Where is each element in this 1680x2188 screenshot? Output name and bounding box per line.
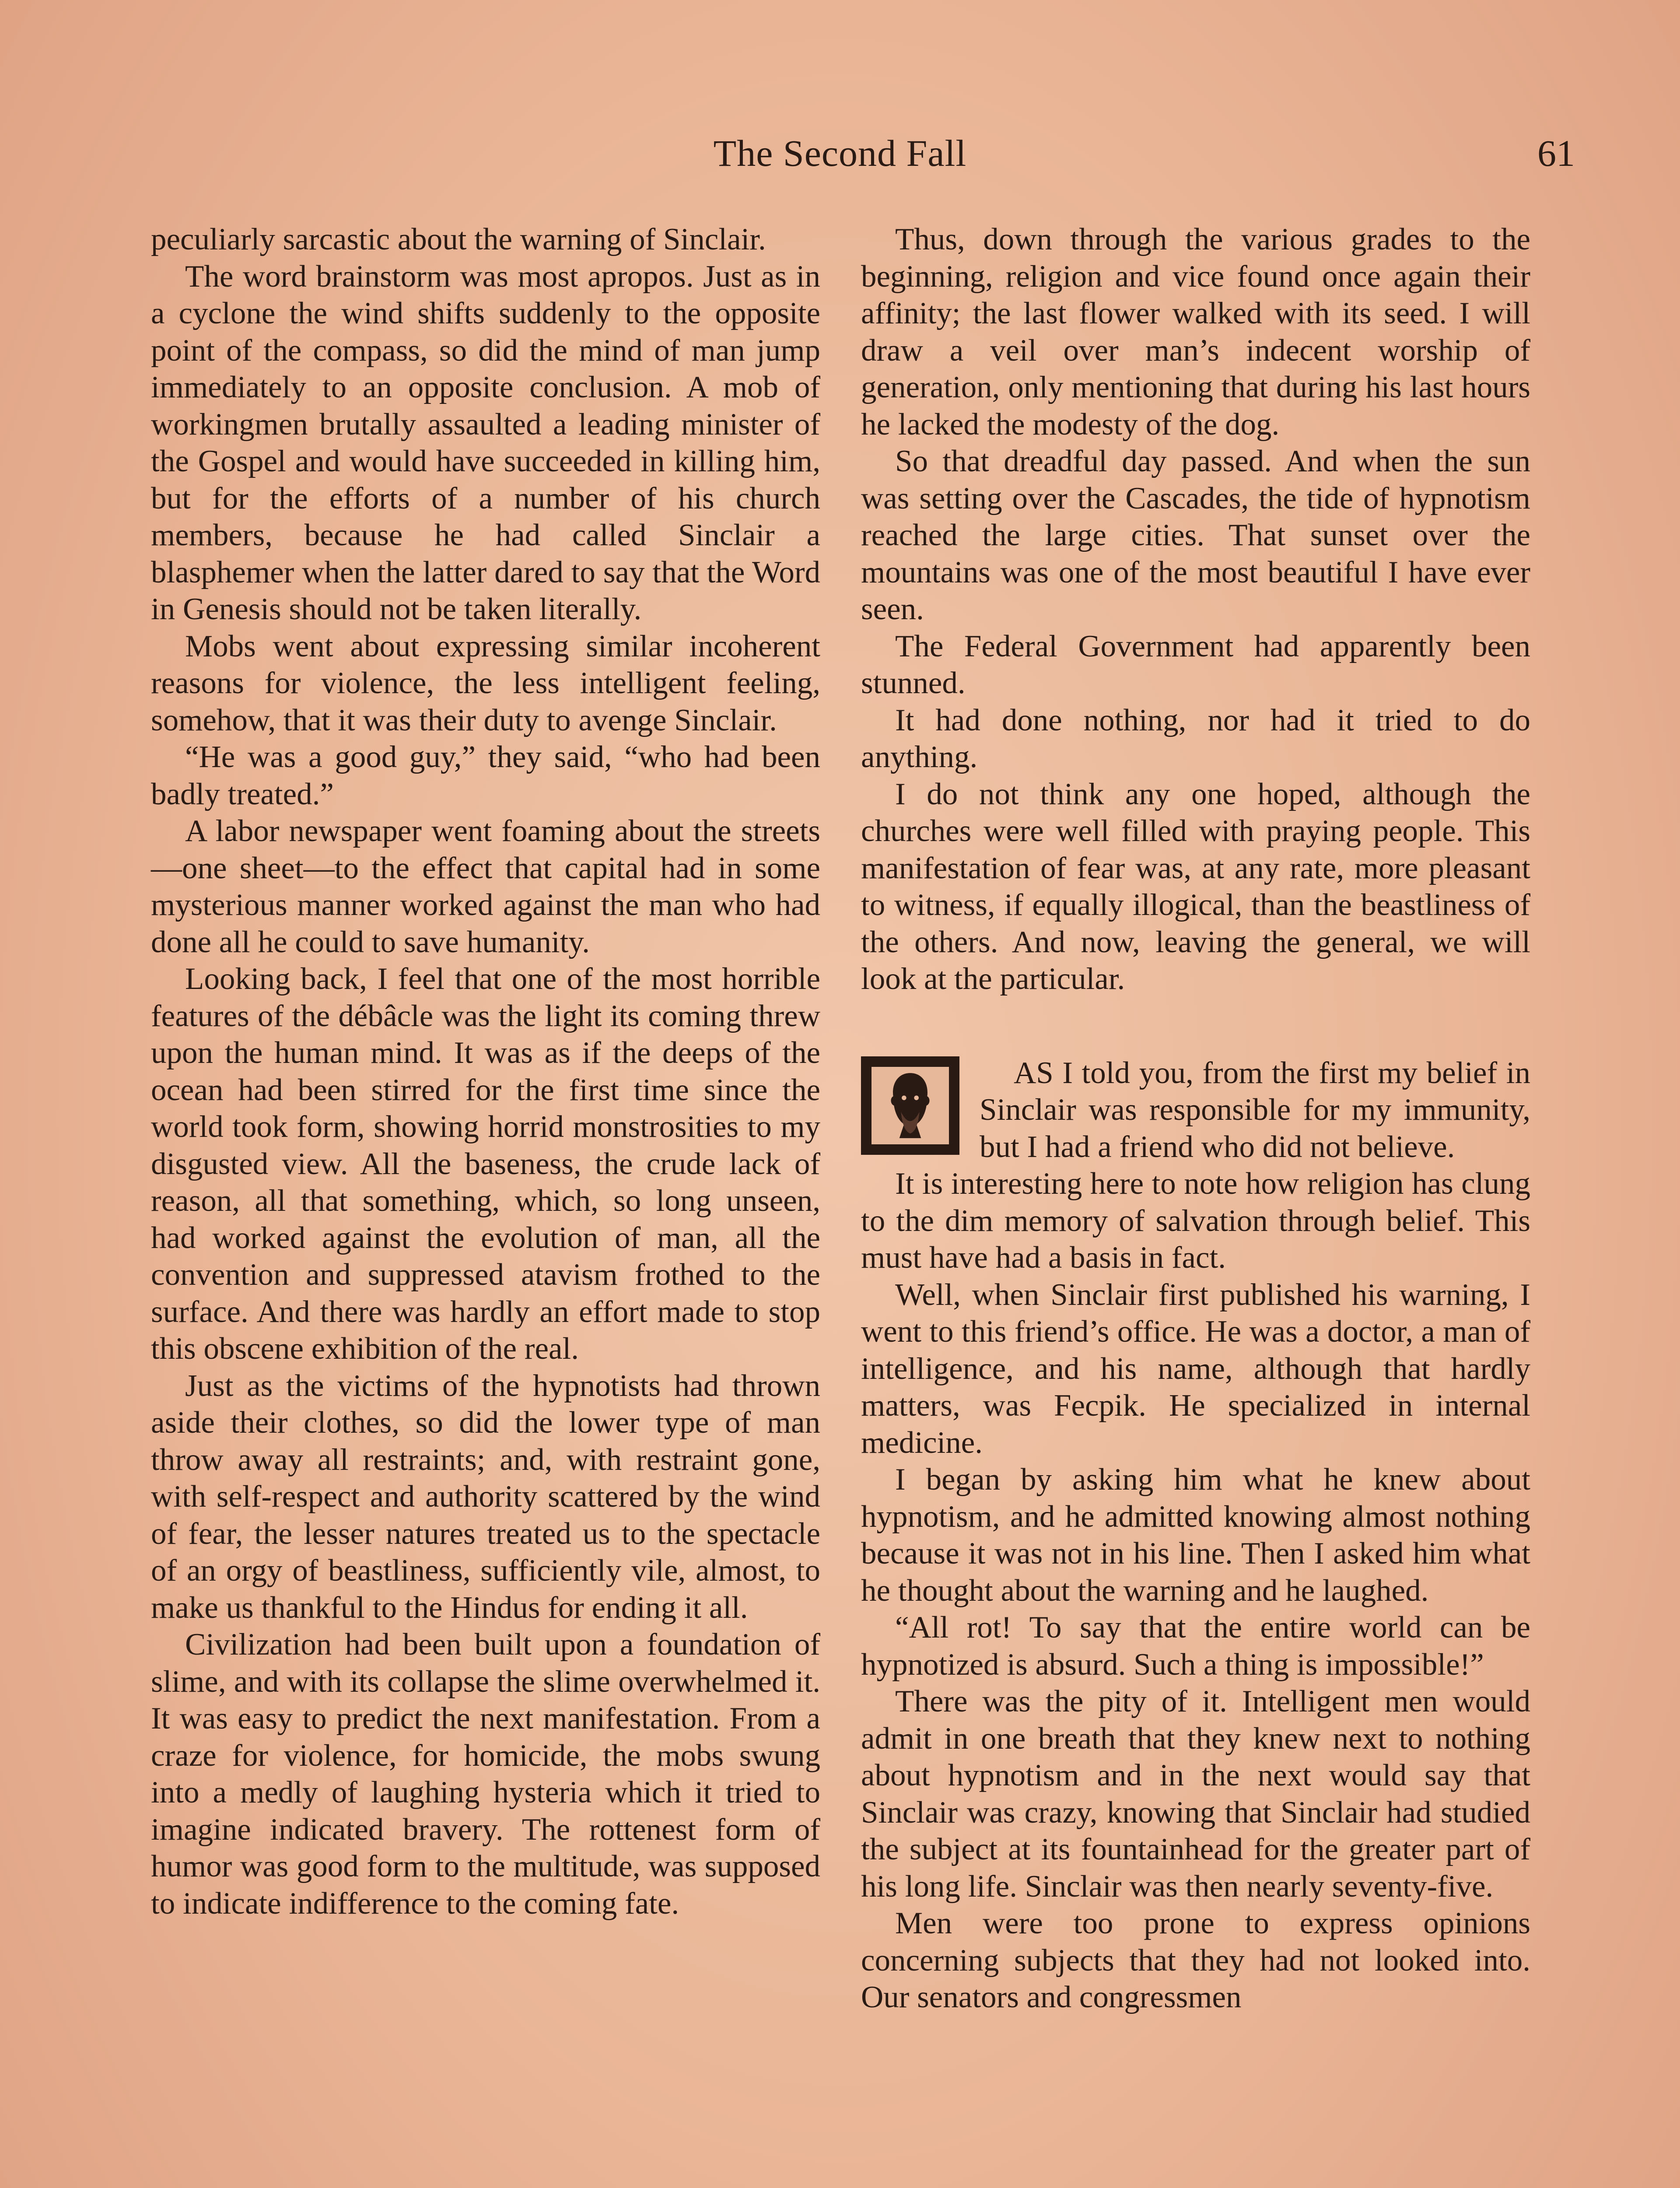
bearded-man-portrait-icon: [861, 1056, 959, 1155]
paragraph: peculiarly sarcastic about the warning of Sinclair.: [151, 222, 766, 256]
paragraph: So that dreadful day passed. And when the sun was setting over the Cascades, the tide of hypnotism reached the large cities. That sunset over the mountains was one of the most beautiful I have ever seen.: [861, 444, 1530, 626]
paragraph: It had done nothing, nor had it tried to do anything.: [861, 703, 1530, 774]
paragraph: Mobs went about expressing similar incoherent reasons for violence, the less intelligent feeling, somehow, that it was their duty to avenge Sinclair.: [151, 629, 820, 737]
paragraph: I do not think any one hoped, although the churches were well filled with praying people. This manifestation of fear was, at any rate, more pleasant to witness, if equally illogical, than the beastliness of the others. And now, leaving the general, we will look at the particular.: [861, 777, 1530, 996]
left-column: [151, 221, 820, 1922]
paragraph: Civilization had been built upon a foundation of slime, and with its collapse the slime overwhelmed it. It was easy to predict the next manifestation. From a craze for violence, for homicide, the mobs swung into a medly of laughing hysteria which it tried to imagine indicated bravery. The rottenest form of humor was good form to the multitude, was supposed to indicate indifference to the coming fate.: [151, 1627, 820, 1921]
section-break: [861, 1055, 1530, 1166]
paragraph: Thus, down through the various grades to the beginning, religion and vice found once again their affinity; the last flower walked with its seed. I will draw a veil over man’s indecent worship of generation, only mentioning that during his last hours he lacked the modesty of the dog.: [861, 222, 1530, 442]
paragraph: The Federal Government had apparently been stunned.: [861, 629, 1530, 700]
paragraph: A labor newspaper went foaming about the streets—one sheet—to the effect that capital had in some mysterious manner worked against the man who had done all he could to save humanity.: [151, 814, 820, 959]
paragraph: “All rot! To say that the entire world can be hypnotized is absurd. Such a thing is impossible!”: [861, 1610, 1530, 1682]
dropcap-paragraph: AS I told you, from the first my belief in Sinclair was responsible for my immunity, but I had a friend who did not believe.: [980, 1055, 1530, 1164]
paragraph: There was the pity of it. Intelligent men would admit in one breath that they knew next to nothing about hypnotism and in the next would say that Sinclair was crazy, knowing that Sinclair had studied the subject at its fountainhead for the greater part of his long life. Sinclair was then nearly seventy-five.: [861, 1684, 1530, 1904]
paragraph: “He was a good guy,” they said, “who had been badly treated.”: [151, 740, 820, 811]
paragraph: Just as the victims of the hypnotists had thrown aside their clothes, so did the lower type of man throw away all restraints; and, with restraint gone, with self-respect and authority scattered by the wind of fear, the lesser natures treated us to the spectacle of an orgy of beastliness, sufficiently vile, almost, to make us thankful to the Hindus for ending it all.: [151, 1368, 820, 1625]
paragraph: I began by asking him what he knew about hypnotism, and he admitted knowing almost nothing because it was not in his line. Then I asked him what he thought about the warning and he laughed.: [861, 1462, 1530, 1608]
page-number: 61: [1537, 132, 1575, 174]
paragraph: Men were too prone to express opinions concerning subjects that they had not looked into. Our senators and congressmen: [861, 1906, 1530, 2014]
paragraph: Well, when Sinclair first published his warning, I went to this friend’s office. He was a doctor, a man of intelligence, and his name, although that hardly matters, was Fecpik. He specialized in internal medicine.: [861, 1277, 1530, 1460]
right-column: [861, 221, 1530, 2016]
paragraph: The word brainstorm was most apropos. Just as in a cyclone the wind shifts suddenly to the opposite point of the compass, so did the mind of man jump immediately to an opposite conclusion. A mob of workingmen brutally assaulted a leading minister of the Gospel and would have succeeded in killing him, but for the efforts of a number of his church members, because he had called Sinclair a blasphemer when the latter dared to say that the Word in Genesis should not be taken literally.: [151, 259, 820, 626]
running-header-title: The Second Fall: [713, 132, 967, 174]
paragraph: It is interesting here to note how religion has clung to the dim memory of salvation through belief. This must have had a basis in fact.: [861, 1167, 1530, 1275]
paragraph: Looking back, I feel that one of the most horrible features of the débâcle was the light its coming threw upon the human mind. It was as if the deeps of the ocean had been stirred for the first time since the world took form, showing horrid monstrosities to my disgusted view. All the baseness, the crude lack of reason, all that something, which, so long unseen, had worked against the evolution of man, all the convention and suppressed atavism frothed to the surface. And there was hardly an effort made to stop this obscene exhibition of the real.: [151, 962, 820, 1366]
